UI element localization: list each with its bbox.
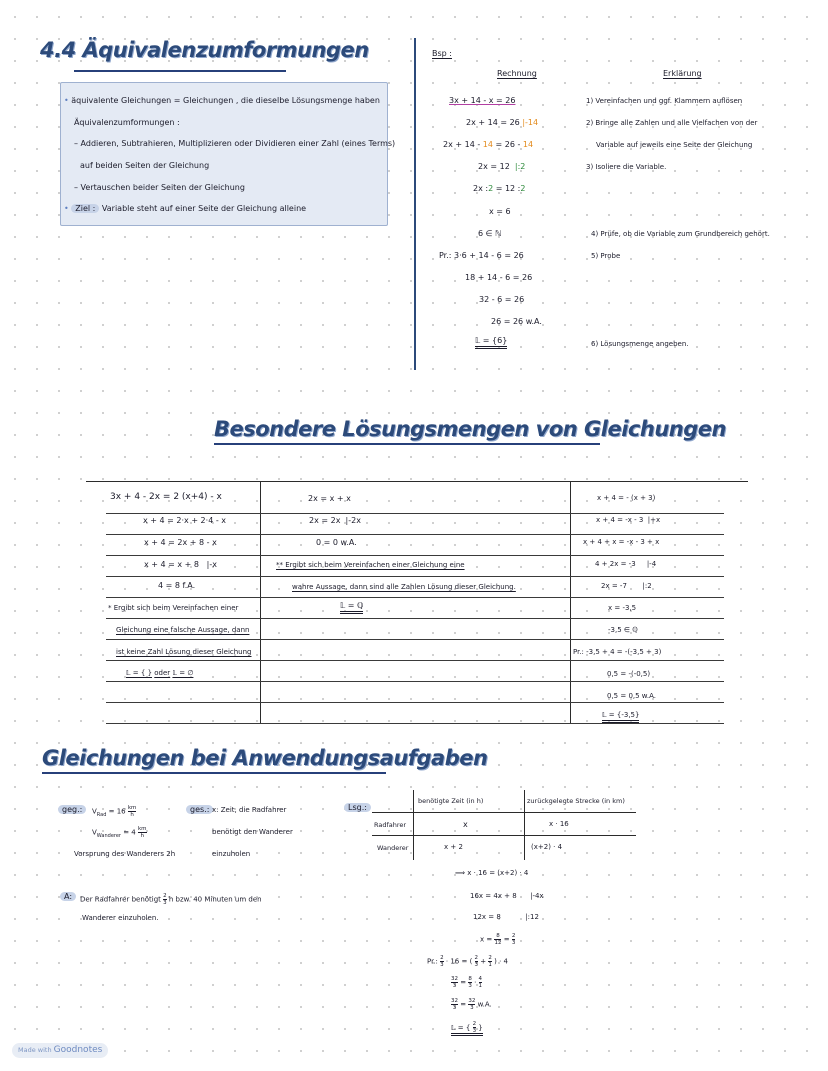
table-rule: [106, 702, 724, 703]
lsg-vline-1: [413, 790, 414, 860]
col3-row-7: -3,5 ∈ ℚ: [608, 626, 638, 634]
box-line-6: Variable steht auf einer Seite der Gleichung alleine: [101, 204, 307, 213]
calc-row-3: 2x + 14 - 14 = 26 - 14: [443, 140, 534, 149]
col3-row-3: x + 4 + x = -x - 3 + x: [583, 538, 660, 546]
table-rule: [106, 597, 724, 598]
calc-row-6: x = 6: [489, 207, 511, 216]
solution-step-8: 𝕃 = { $\frac{2}{3}$ }: [451, 1021, 483, 1034]
sought-1: x: Zeit, die Radfahrer: [212, 806, 287, 814]
sought-tag: ges.:: [186, 805, 213, 814]
vertical-divider: [414, 38, 416, 370]
section-title-text: 4.4 Äquivalenzumformungen: [40, 38, 369, 62]
section2-title-text: Besondere Lösungsmengen von Gleichungen: [214, 417, 726, 441]
col1-row-3: x + 4 = 2x + 8 - x: [144, 538, 217, 547]
box-line-3: – Addieren, Subtrahieren, Multiplizieren oder Dividieren einer Zahl (eines Terms): [74, 139, 396, 148]
col1-note-3: ist keine Zahl Lösung dieser Gleichung: [116, 648, 252, 656]
col1-row-4: x + 4 = x + 8 |-x: [144, 560, 217, 569]
sought-3: einzuholen: [212, 850, 251, 858]
answer-tag: A:: [60, 892, 76, 901]
col2-note-1: ** Ergibt sich beim Vereinfachen einer Gleichung eine: [276, 561, 465, 569]
calc-row-8: Pr.: 3·6 + 14 - 6 = 26: [439, 251, 524, 260]
lsg-row2-c1: x + 2: [444, 843, 463, 851]
col1-row-1: 3x + 4 - 2x = 2 (x+4) - x: [110, 492, 222, 502]
table-top-line: [86, 481, 748, 482]
lsg-header-1: benötigte Zeit (in h): [418, 797, 484, 805]
calc-row-1: 3x + 14 - x = 26: [449, 96, 516, 105]
expl-2b: Variable auf jeweils eine Seite der Gleichung: [596, 141, 753, 149]
box-line-2: Äquivalenzumformungen :: [74, 118, 180, 127]
lsg-header-2: zurückgelegte Strecke (in km): [527, 797, 625, 805]
solution-step-1: ⟹ x · 16 = (x+2) · 4: [455, 869, 529, 877]
sought-2: benötigt den Wanderer: [212, 828, 293, 836]
given-2: $V_{Wanderer} = 4$ $\frac{km}{h}$: [92, 826, 147, 839]
lsg-row1-c2: x · 16: [549, 820, 569, 828]
col3-row-1: x + 4 = - (x + 3): [597, 494, 656, 502]
table-rule: [106, 555, 724, 556]
calc-row-11: 26 = 26 w.A.: [491, 317, 542, 326]
col2-note-2: wahre Aussage, dann sind alle Zahlen Lösung dieser Gleichung.: [292, 583, 516, 591]
calc-row-10: 32 - 6 = 26: [479, 295, 525, 304]
table-vline-1: [260, 481, 261, 724]
lsg-hline-2: [372, 835, 636, 836]
calc-heading: Rechnung: [497, 69, 537, 78]
lsg-hline-1: [372, 812, 636, 813]
col1-row-5: 4 = 8 f.A.: [158, 581, 196, 590]
solution-step-7: $\frac{32}{3}$ = $\frac{32}{3}$ w.A.: [451, 998, 492, 1011]
answer-line-2: Wanderer einzuholen.: [82, 914, 159, 922]
box-line-4: auf beiden Seiten der Gleichung: [80, 161, 210, 170]
calc-row-12: 𝕃 = {6}: [475, 336, 507, 345]
col1-note-1: * Ergibt sich beim Vereinfachen einer: [108, 604, 239, 612]
solution-step-5: Pr.: $\frac{2}{3}$ · 16 = ( $\frac{2}{3}$ + $\frac{2}{1}$ ) · 4: [427, 955, 508, 968]
lsg-row1-c1: x: [463, 820, 468, 829]
table-rule: [106, 534, 724, 535]
box-line-1: äquivalente Gleichungen = Gleichungen , die dieselbe Lösungsmenge haben: [71, 96, 380, 105]
solution-step-6: $\frac{32}{3}$ = $\frac{8}{3}$ · $\frac{4}{1}$: [451, 976, 483, 989]
solution-step-3: 12x = 8 |:12: [473, 913, 539, 921]
table-rule: [106, 660, 724, 661]
goodnotes-badge[interactable]: [12, 1043, 108, 1058]
lsg-vline-2: [524, 790, 525, 860]
col2-row-1: 2x = x + x: [308, 494, 351, 503]
col3-row-9: 0,5 = -(-0,5): [607, 670, 651, 678]
explanation-heading: Erklärung: [663, 69, 702, 78]
calc-row-4: 2x = 12 |:2: [478, 162, 526, 171]
badge-made-text: Made with: [18, 1046, 52, 1054]
table-vline-2: [570, 481, 571, 724]
expl-6: 6) Lösungsmenge angeben.: [591, 340, 689, 348]
calc-row-9: 18 + 14 - 6 = 26: [465, 273, 533, 282]
answer-line-1: Der Radfahrer benötigt $\frac{2}{3}$ h bzw. 40 Minuten um den: [80, 893, 262, 906]
col3-row-10: 0,5 = 0,5 w.A.: [607, 692, 657, 700]
col3-row-2: x + 4 = -x - 3 |+x: [596, 516, 661, 524]
badge-brand: Goodnotes: [53, 1045, 103, 1055]
col2-row-3: 0 = 0 w.A.: [316, 538, 357, 547]
section-title-aequivalenz: [40, 38, 369, 62]
box-bullet-2: • Ziel : Variable steht auf einer Seite der Gleichung alleine: [64, 204, 307, 213]
table-rule: [106, 618, 724, 619]
col3-row-8: Pr.: -3,5 + 4 = -(-3,5 + 3): [573, 648, 662, 656]
col3-row-4: 4 + 2x = -3 |-4: [595, 560, 657, 568]
expl-5: 5) Probe: [591, 252, 621, 260]
given-3: Vorsprung des Wanderers 2h: [74, 850, 176, 858]
solution-step-2: 16x = 4x + 8 |-4x: [470, 892, 544, 900]
given-tag: geg.:: [58, 805, 86, 814]
table-rule: [106, 723, 724, 724]
calc-row-2: 2x + 14 = 26 |-14: [466, 118, 539, 127]
table-rule: [106, 681, 724, 682]
col3-row-6: x = -3,5: [608, 604, 637, 612]
section3-title-text: Gleichungen bei Anwendungsaufgaben: [42, 746, 488, 770]
section-title-besondere: [214, 417, 726, 441]
section3-underline: [42, 772, 386, 774]
expl-3: 3) Isoliere die Variable.: [586, 163, 667, 171]
expl-4: 4) Prüfe, ob die Variable zum Grundbereich gehört.: [591, 230, 770, 238]
section-title-anwendung: [42, 746, 487, 770]
col2-row-2: 2x = 2x |-2x: [309, 516, 361, 525]
expl-1: 1) Vereinfachen und ggf. Klammern auflösen: [586, 97, 743, 105]
box-line-5: – Vertauschen beider Seiten der Gleichung: [74, 183, 245, 192]
col1-note-4: 𝕃 = { } oder 𝕃 = ∅: [126, 669, 194, 677]
expl-2a: 2) Bringe alle Zahlen und alle Vielfachen von der: [586, 119, 758, 127]
title-underline: [74, 70, 286, 72]
calc-row-7: 6 ∈ ℕ: [478, 229, 502, 238]
solution-tag: Lsg.:: [344, 803, 371, 812]
col3-row-11: 𝕃 = {-3,5}: [602, 711, 639, 719]
lsg-row2-c2: (x+2) · 4: [531, 843, 563, 851]
goal-tag: Ziel :: [71, 204, 99, 213]
col3-row-5: 2x = -7 |:2: [601, 582, 652, 590]
solution-step-4: x = $\frac{8}{12}$ = $\frac{2}{3}$: [480, 933, 516, 946]
lsg-row2-label: Wanderer: [377, 844, 409, 852]
given-1: $V_{Rad} = 16$ $\frac{km}{h}$: [92, 805, 137, 818]
col1-row-2: x + 4 = 2·x + 2·4 - x: [143, 516, 226, 525]
table-rule: [106, 513, 724, 514]
col2-note-3: 𝕃 = ℚ: [340, 601, 363, 610]
section2-underline: [214, 443, 600, 445]
table-rule: [106, 639, 724, 640]
table-rule: [106, 576, 724, 577]
box-bullet-1: • äquivalente Gleichungen = Gleichungen , die dieselbe Lösungsmenge haben: [64, 96, 380, 105]
col1-note-2: Gleichung eine falsche Aussage, dann: [116, 626, 250, 634]
example-label: Bsp :: [432, 49, 452, 58]
lsg-row1-label: Radfahrer: [374, 821, 407, 829]
calc-row-5: 2x :2 = 12 :2: [473, 184, 526, 193]
